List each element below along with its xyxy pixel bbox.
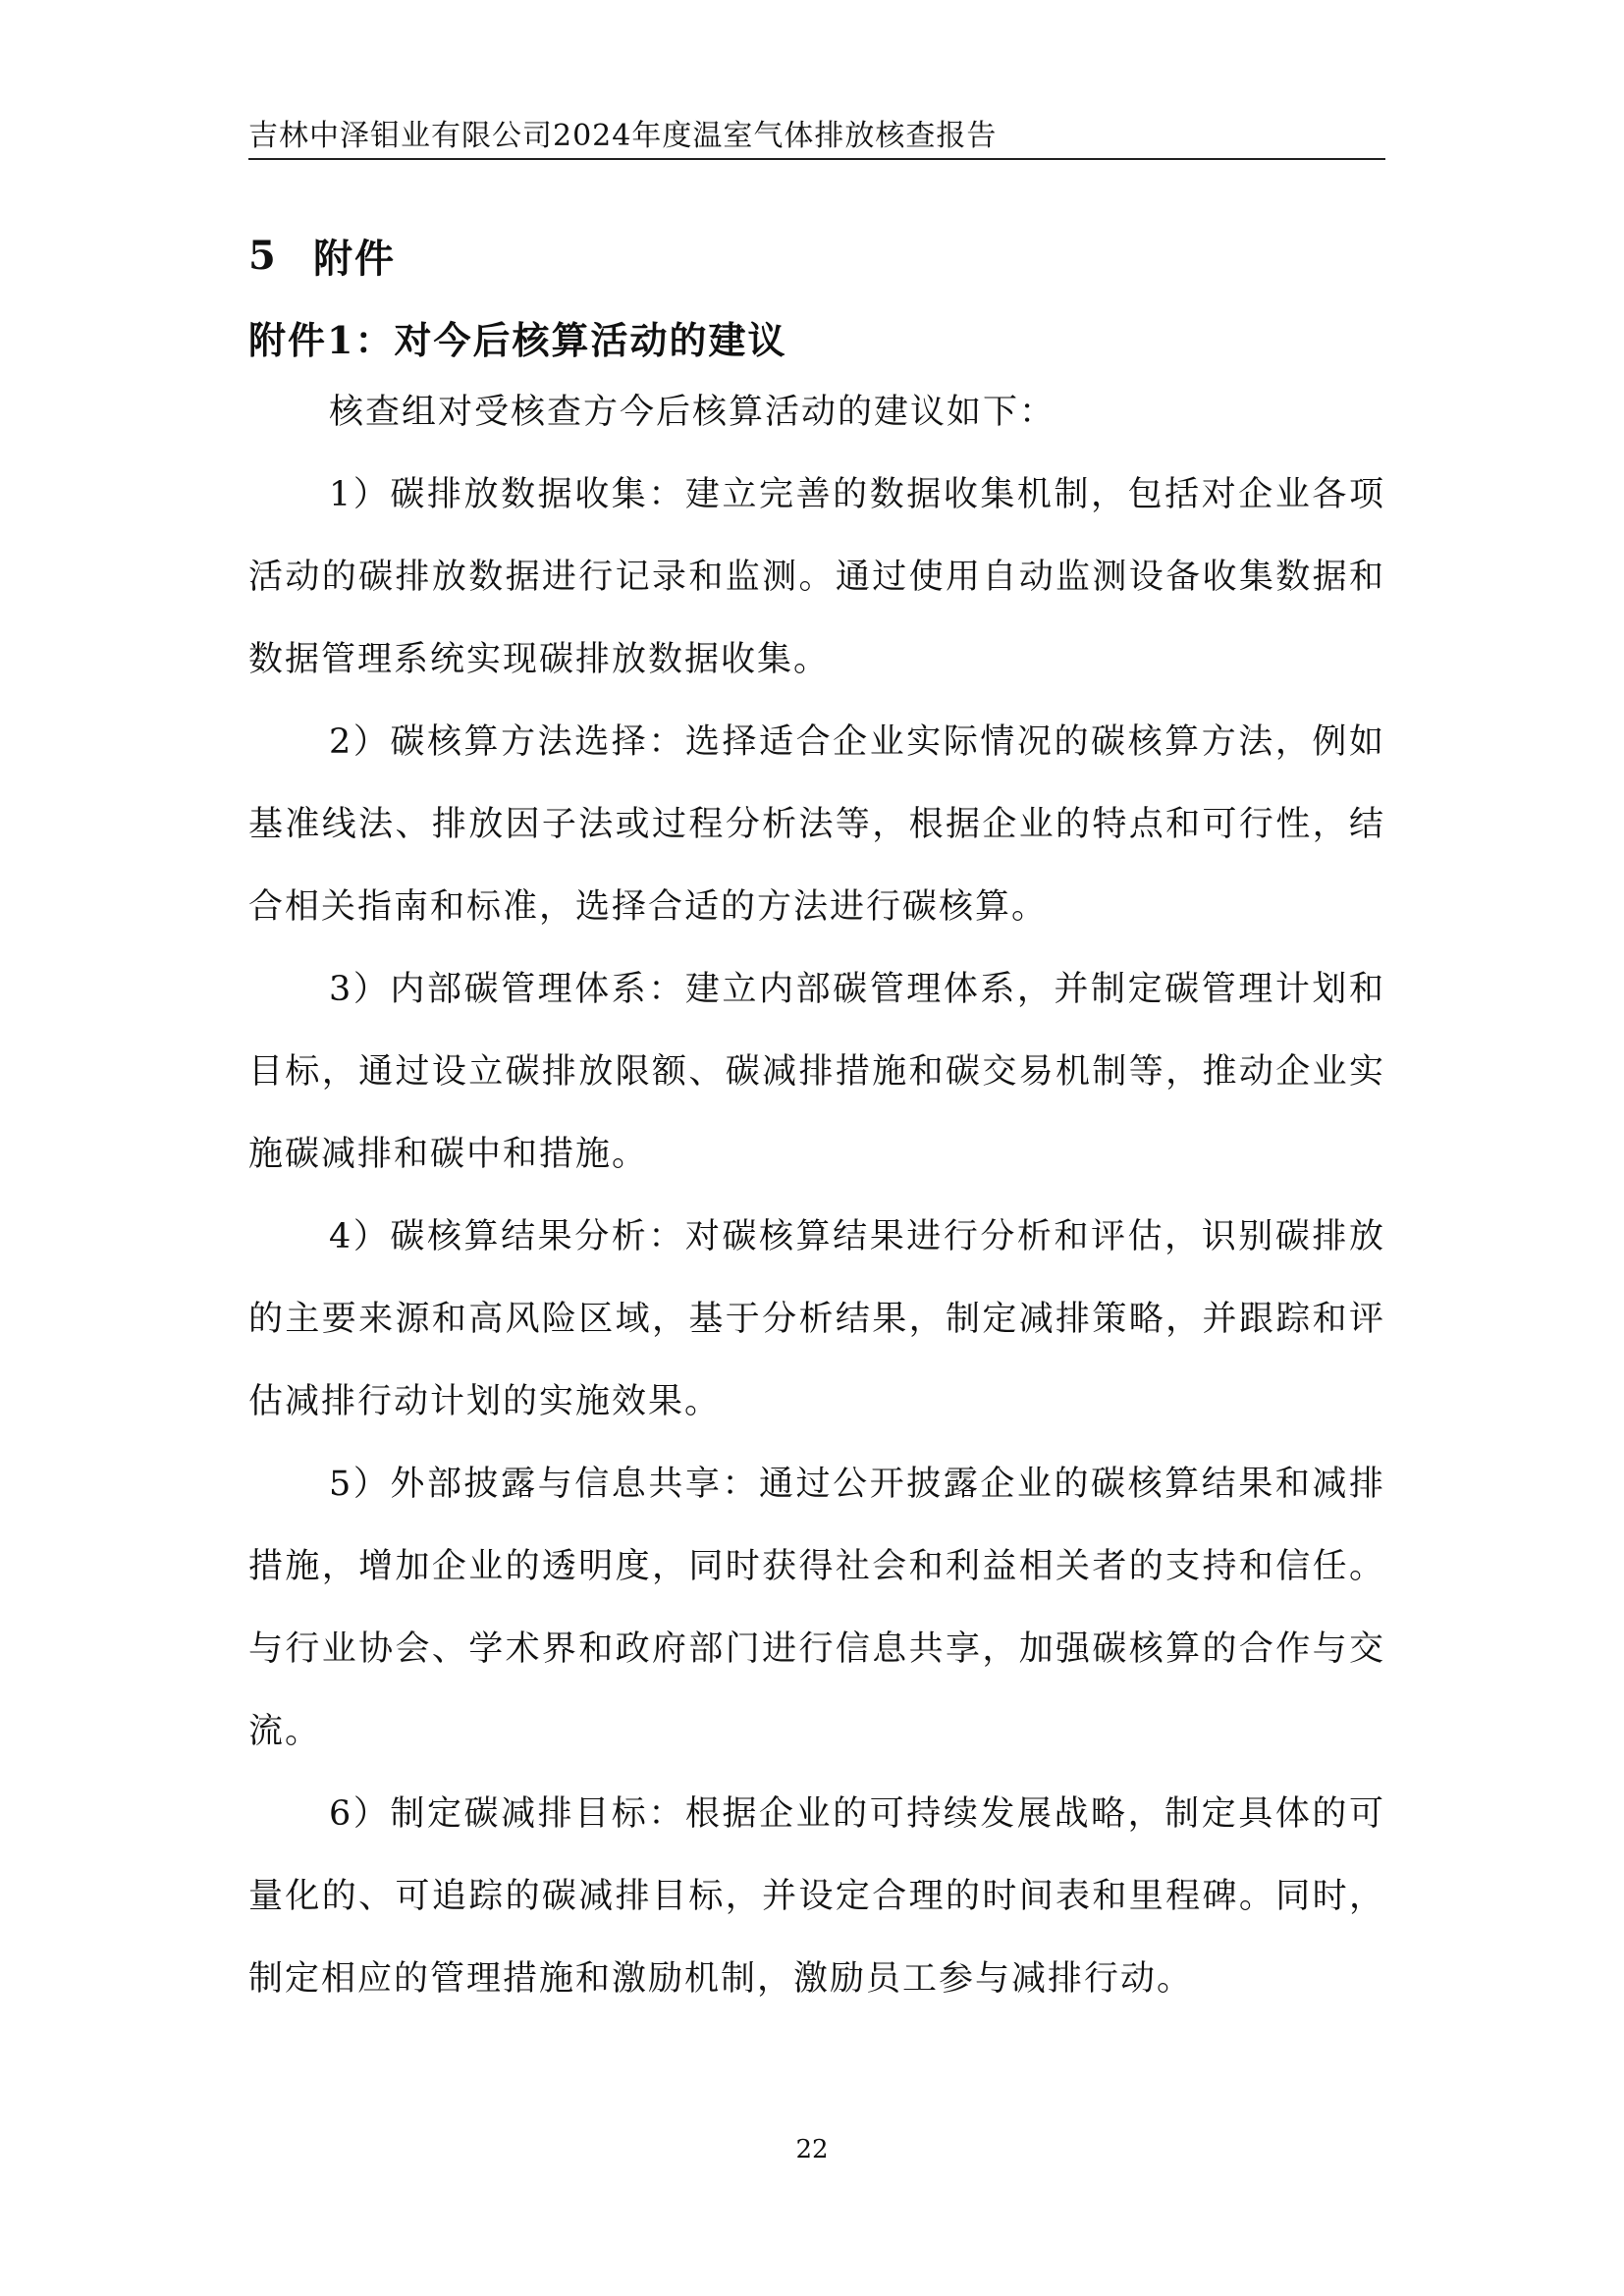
running-header: 吉林中泽钼业有限公司2024年度温室气体排放核查报告	[248, 119, 998, 153]
header-divider	[248, 158, 1385, 160]
intro-paragraph: 核查组对受核查方今后核算活动的建议如下：	[329, 393, 1056, 432]
subsection-heading: 附件1：对今后核算活动的建议	[248, 317, 787, 362]
section-number: 5	[248, 232, 278, 279]
recommendation-item-6: 6）制定碳减排目标：根据企业的可持续发展战略，制定具体的可量化的、可追踪的碳减排目标，并设定合理的时间表和里程碑。同时，制定相应的管理措施和激励机制，激励员工参与减排行动。	[248, 1794, 1385, 1999]
recommendation-item-4: 4）碳核算结果分析：对碳核算结果进行分析和评估，识别碳排放的主要来源和高风险区域，基于分析结果，制定减排策略，并跟踪和评估减排行动计划的实施效果。	[248, 1217, 1385, 1421]
recommendation-item-1: 1）碳排放数据收集：建立完善的数据收集机制，包括对企业各项活动的碳排放数据进行记录和监测。通过使用自动监测设备收集数据和数据管理系统实现碳排放数据收集。	[248, 475, 1385, 679]
page-number: 22	[795, 2135, 829, 2164]
recommendation-item-5: 5）外部披露与信息共享：通过公开披露企业的碳核算结果和减排措施，增加企业的透明度，同时获得社会和利益相关者的支持和信任。与行业协会、学术界和政府部门进行信息共享，加强碳核算的合作与交流。	[248, 1465, 1385, 1751]
recommendation-item-2: 2）碳核算方法选择：选择适合企业实际情况的碳核算方法，例如基准线法、排放因子法或过程分析法等，根据企业的特点和可行性，结合相关指南和标准，选择合适的方法进行碳核算。	[248, 722, 1385, 927]
page-content	[248, 218, 1385, 2020]
section-heading	[248, 218, 1385, 293]
recommendation-item-3: 3）内部碳管理体系：建立内部碳管理体系，并制定碳管理计划和目标，通过设立碳排放限额、碳减排措施和碳交易机制等，推动企业实施碳减排和碳中和措施。	[248, 970, 1385, 1174]
section-title: 附件	[313, 235, 396, 282]
